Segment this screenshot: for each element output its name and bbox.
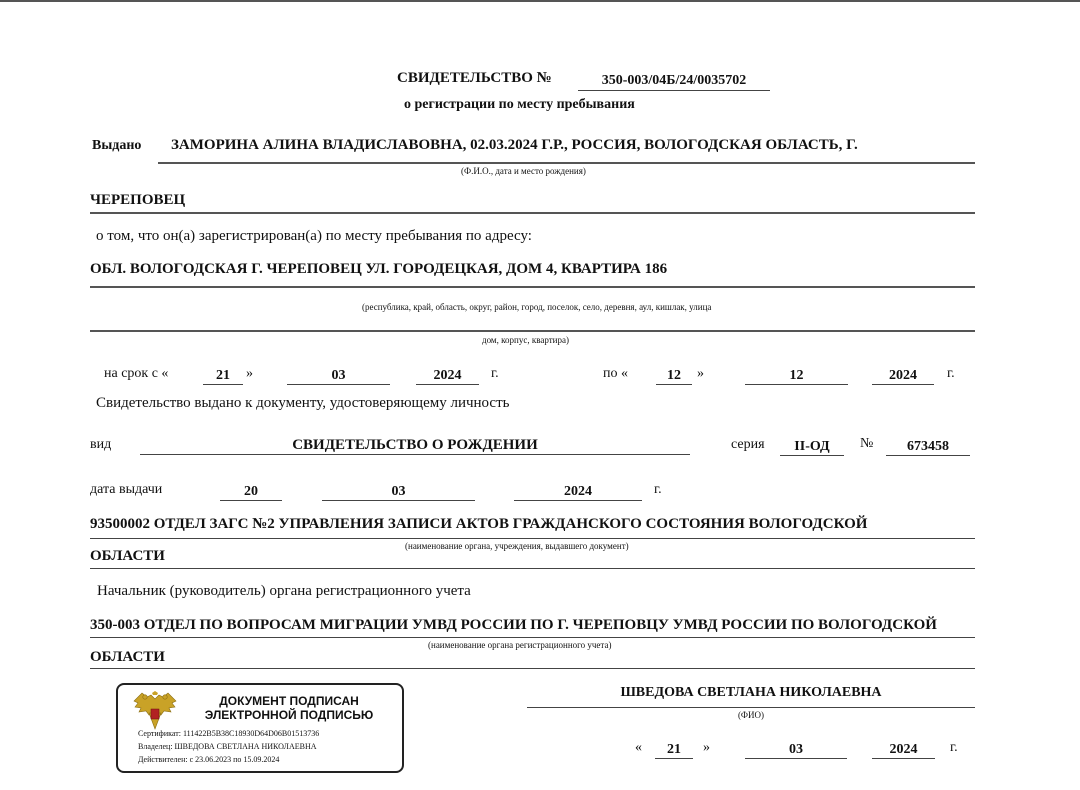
- address-value: ОБЛ. ВОЛОГОДСКАЯ Г. ЧЕРЕПОВЕЦ УЛ. ГОРОДЕЦКАЯ, ДОМ 4, КВАРТИРА 186: [90, 261, 668, 277]
- term-to-year: 2024: [889, 368, 917, 383]
- term-to-g: г.: [947, 366, 955, 381]
- address-underline: [90, 286, 975, 288]
- term-to-label: по «: [603, 366, 628, 381]
- issuer-caption: (наименование органа, учреждения, выдавшего документ): [405, 541, 629, 551]
- doc-date-day: 20: [244, 484, 258, 499]
- double-headed-eagle-icon: [132, 691, 178, 731]
- signer-date-year-underline: [872, 758, 935, 759]
- term-to-year-underline: [872, 384, 934, 385]
- doc-number-label: №: [860, 436, 874, 451]
- term-from-label: на срок с «: [104, 366, 169, 381]
- doc-date-year: 2024: [564, 484, 592, 499]
- doc-kind-label: вид: [90, 437, 112, 452]
- issued-underline: [158, 162, 975, 164]
- term-from-day-underline: [203, 384, 243, 385]
- doc-date-year-underline: [514, 500, 642, 501]
- term-to-day: 12: [667, 368, 681, 383]
- signer-date-day: 21: [667, 742, 681, 757]
- term-from-month-underline: [287, 384, 390, 385]
- issued-underline-2: [90, 212, 975, 214]
- doc-date-label: дата выдачи: [90, 482, 163, 497]
- term-from-month: 03: [331, 368, 346, 383]
- term-to-day-underline: [656, 384, 692, 385]
- issuer-underline-2: [90, 568, 975, 569]
- doc-number-underline: [886, 455, 970, 456]
- stamp-certificate: Сертификат: 111422B5B38C18930D64D06B01513736: [138, 729, 320, 738]
- term-to-month-underline: [745, 384, 848, 385]
- doc-date-g: г.: [654, 482, 662, 497]
- issued-label: Выдано: [92, 138, 142, 153]
- term-to-month: 12: [789, 368, 804, 383]
- doc-number: 673458: [907, 439, 949, 454]
- stamp-title-line2: ЭЛЕКТРОННОЙ ПОДПИСЬЮ: [204, 708, 374, 722]
- doc-series-underline: [780, 455, 844, 456]
- doc-kind-underline: [140, 454, 690, 455]
- address-caption-2: дом, корпус, квартира): [482, 335, 569, 345]
- signer-name: ШВЕДОВА СВЕТЛАНА НИКОЛАЕВНА: [620, 685, 882, 700]
- issuer-line1: 93500002 ОТДЕЛ ЗАГС №2 УПРАВЛЕНИЯ ЗАПИСИ АКТОВ ГРАЖДАНСКОГО СОСТОЯНИЯ ВОЛОГОДСКОЙ: [90, 516, 868, 532]
- head-intro: Начальник (руководитель) органа регистрационного учета: [97, 583, 471, 599]
- address-underline-2: [90, 330, 975, 332]
- issuer-underline: [90, 538, 975, 539]
- address-intro: о том, что он(а) зарегистрирован(а) по месту пребывания по адресу:: [96, 228, 532, 244]
- signer-date-month-underline: [745, 758, 847, 759]
- certificate-number: 350-003/04Б/24/0035702: [601, 73, 747, 88]
- certificate-title: СВИДЕТЕЛЬСТВО №: [397, 70, 552, 86]
- stamp-owner: Владелец: ШВЕДОВА СВЕТЛАНА НИКОЛАЕВНА: [138, 742, 317, 751]
- number-underline: [578, 90, 770, 91]
- term-to-quote: »: [697, 366, 704, 381]
- doc-kind: СВИДЕТЕЛЬСТВО О РОЖДЕНИИ: [292, 437, 538, 453]
- doc-series: II-ОД: [794, 439, 830, 454]
- address-caption-1: (республика, край, область, округ, район, город, поселок, село, деревня, аул, кишлак, улица: [362, 302, 712, 312]
- doc-date-day-underline: [220, 500, 282, 501]
- signer-date-day-underline: [655, 758, 693, 759]
- top-border: [0, 0, 1080, 2]
- certificate-subtitle: о регистрации по месту пребывания: [404, 97, 635, 112]
- head-line1: 350-003 ОТДЕЛ ПО ВОПРОСАМ МИГРАЦИИ УМВД РОССИИ ПО Г. ЧЕРЕПОВЦУ УМВД РОССИИ ПО ВОЛОГОДСКОЙ: [90, 617, 937, 633]
- stamp-title-line1: ДОКУМЕНТ ПОДПИСАН: [219, 694, 359, 708]
- head-caption: (наименование органа регистрационного учета): [428, 640, 612, 650]
- signer-caption: (ФИО): [737, 710, 765, 720]
- issuer-line2: ОБЛАСТИ: [90, 548, 165, 564]
- doc-intro: Свидетельство выдано к документу, удостоверяющему личность: [96, 395, 510, 411]
- term-from-g: г.: [491, 366, 499, 381]
- signer-date-g: г.: [950, 740, 958, 755]
- issued-name-line1: ЗАМОРИНА АЛИНА ВЛАДИСЛАВОВНА, 02.03.2024 Г.Р., РОССИЯ, ВОЛОГОДСКАЯ ОБЛАСТЬ, Г.: [171, 137, 858, 153]
- signer-date-year: 2024: [889, 742, 918, 757]
- head-line2: ОБЛАСТИ: [90, 649, 165, 665]
- term-from-quote: »: [246, 366, 253, 381]
- term-from-year: 2024: [433, 368, 462, 383]
- issued-caption: (Ф.И.О., дата и место рождения): [461, 166, 586, 176]
- stamp-title: [204, 694, 374, 722]
- signer-date-month: 03: [789, 742, 803, 757]
- e-signature-stamp: [116, 683, 404, 773]
- term-from-day: 21: [216, 368, 230, 383]
- doc-series-label: серия: [731, 437, 765, 452]
- doc-date-month-underline: [322, 500, 475, 501]
- signer-date-quote-open: «: [635, 740, 642, 755]
- signer-date-quote-close: »: [703, 740, 710, 755]
- stamp-validity: Действителен: с 23.06.2023 по 15.09.2024: [138, 755, 280, 764]
- issued-name-line2: ЧЕРЕПОВЕЦ: [90, 192, 186, 208]
- signer-underline: [527, 707, 975, 708]
- head-underline-2: [90, 668, 975, 669]
- term-from-year-underline: [416, 384, 479, 385]
- head-underline: [90, 637, 975, 638]
- doc-date-month: 03: [391, 484, 406, 499]
